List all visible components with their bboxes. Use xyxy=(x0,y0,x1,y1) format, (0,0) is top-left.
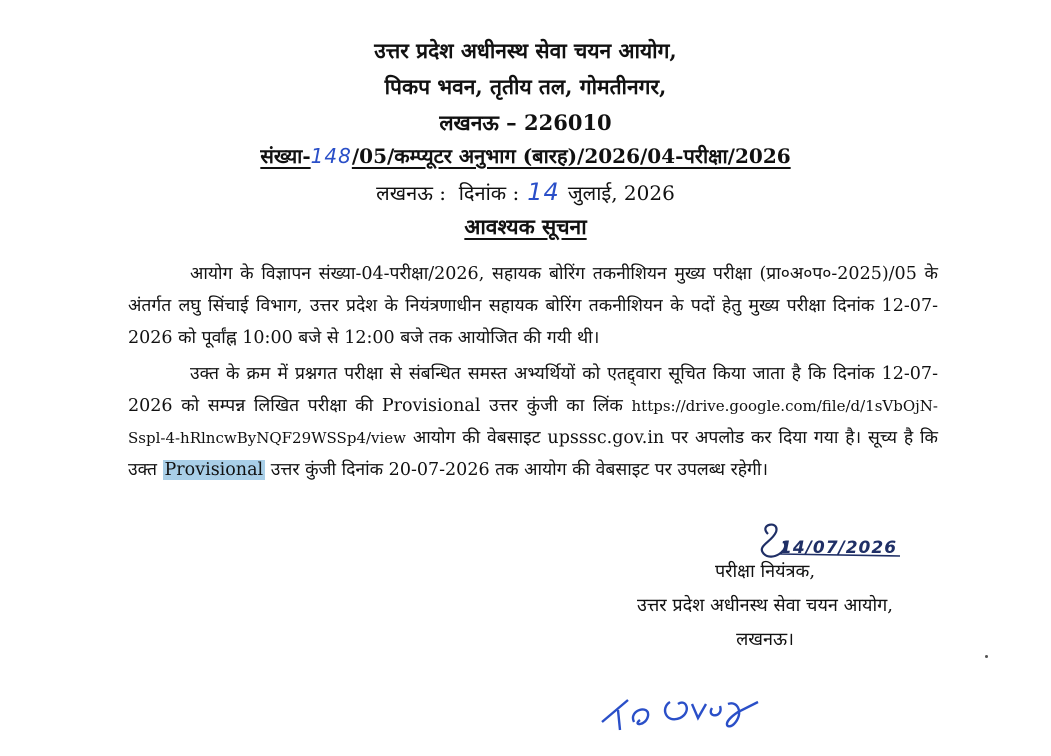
paragraph-2-part3: उत्तर कुंजी दिनांक 20-07-2026 तक आयोग की वेबसाइट पर उपलब्ध रहेगी। xyxy=(270,460,769,480)
date-handwritten-day: 14 xyxy=(527,178,560,206)
reference-number xyxy=(0,140,1051,172)
org-city-header: लखनऊ – 226010 xyxy=(439,110,612,135)
highlighted-word: Provisional xyxy=(164,460,264,480)
paragraph-2-part1: उक्त के क्रम में प्रश्नगत परीक्षा से संबन्धित समस्त अभ्यर्थियों को एतद्द्वारा सूचित किया जाता है कि दिनांक 12-07-2026 को सम्पन्न लिखित परीक्षा की Provisional उत्तर कुंजी का लिंक xyxy=(128,364,938,416)
paragraph-2-part2: आयोग की वेबसाइट upsssc.gov.in पर अपलोड कर दिया गया है। सूच्य है कि उक्त xyxy=(128,428,938,480)
scan-speck xyxy=(985,655,988,658)
signatory-city: लखनऊ। xyxy=(736,629,794,650)
reference-prefix: संख्या- xyxy=(260,144,311,168)
signature-date: 14/07/2026 xyxy=(780,538,898,558)
reference-handwritten-number: 148 xyxy=(310,144,352,168)
notice-title-text: आवश्यक सूचना xyxy=(464,214,587,239)
date-line xyxy=(0,176,1051,209)
date-label: दिनांक : xyxy=(458,181,520,205)
answer-key-link[interactable]: https://drive.google.com/file/d/1sVbOjN-Sspl-4-hRlncwByNQF29WSSp4/view xyxy=(128,397,938,447)
reference-suffix: /05/कम्प्यूटर अनुभाग (बारह)/2026/04-परीक्षा/2026 xyxy=(351,144,791,168)
notice-title xyxy=(0,212,1051,242)
paragraph-2 xyxy=(128,358,938,486)
org-name-header: उत्तर प्रदेश अधीनस्थ सेवा चयन आयोग, xyxy=(374,38,677,63)
paragraph-1: आयोग के विज्ञापन संख्या-04-परीक्षा/2026, सहायक बोरिंग तकनीशियन मुख्य परीक्षा (प्रा०अ०प०-2025)/05 के अंतर्गत लघु सिंचाई विभाग, उत्तर प्रदेश के नियंत्रणाधीन सहायक बोरिंग तकनीशियन के पदों हेतु मुख्य परीक्षा दिनांक 12-07-2026 को पूर्वांह्न 10:00 बजे से 12:00 बजे तक आयोजित की गयी थी। xyxy=(128,264,938,348)
date-place: लखनऊ : xyxy=(376,181,446,205)
signatory-designation: परीक्षा नियंत्रक, xyxy=(714,561,816,582)
handwritten-initials xyxy=(588,680,788,740)
signatory-organization: उत्तर प्रदेश अधीनस्थ सेवा चयन आयोग, xyxy=(637,595,893,616)
date-month-year: जुलाई, 2026 xyxy=(567,181,675,205)
org-address-header: पिकप भवन, तृतीय तल, गोमतीनगर, xyxy=(384,74,667,99)
